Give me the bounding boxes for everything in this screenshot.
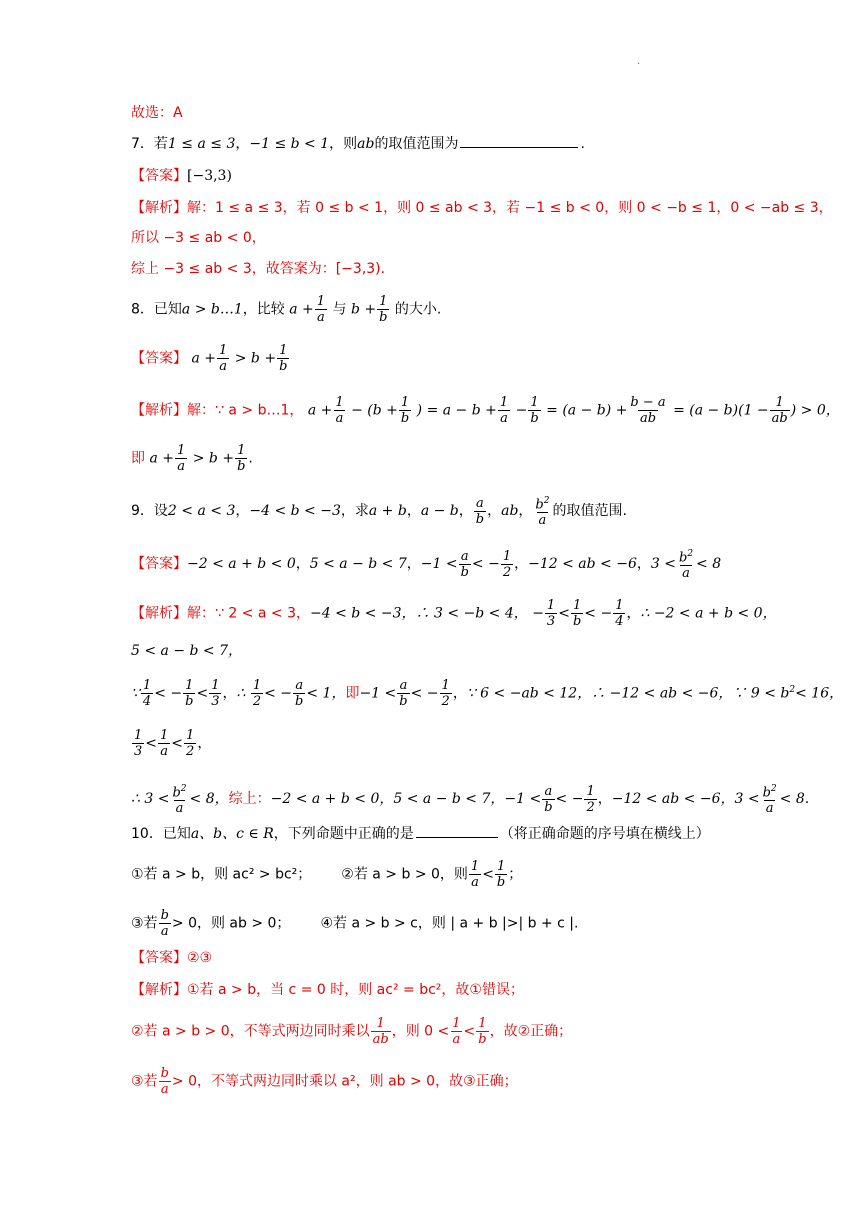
q10-analysis-3: ③若 $\frac{b}{a}$ > 0，不等式两边同时乘以 a²，则 ab > 0，故③正确； — [131, 1066, 518, 1097]
q8-stem: 8．已知a > b…1，比较 a + $\frac{1}{a}$ 与 b + $\frac{1}{b}$ 的大小. — [131, 294, 442, 325]
q7-stem: 7．若1 ≤ a ≤ 3，−1 ≤ b < 1，则ab的取值范围为 . — [131, 133, 585, 155]
q7-analysis-1: 【解析】解：1 ≤ a ≤ 3，若 0 ≤ b < 1，则 0 ≤ ab < 3，若 −1 ≤ b < 0，则 0 < −b ≤ 1，0 < −ab ≤ 3， — [131, 200, 833, 216]
q7-analysis-2: 所以 −3 ≤ ab < 0， — [131, 230, 266, 246]
q7-answer: 【答案】[−3,3) — [131, 168, 232, 184]
q9-analysis-1: 【解析】解：∵ 2 < a < 3，−4 < b < −3，∴ 3 < −b < 4， − $\frac{1}{3}$ < $\frac{1}{b}$ < − $\frac{1}{4}$ ，∴ −2 < a + b < 0， — [131, 598, 777, 629]
q9-stem: 9．设2 < a < 3，−4 < b < −3，求a + b，a − b， $\frac{a}{b}$ ，ab， $\frac{b^2}{a}$ 的取值范围. — [131, 495, 627, 529]
q10-analysis-2: ②若 a > b > 0，不等式两边同时乘以 $\frac{1}{ab}$ ，则 0 < $\frac{1}{a}$ < $\frac{1}{b}$ ，故②正确； — [131, 1016, 573, 1047]
q10-stem: 10．已知a、b、c ∈ R，下列命题中正确的是 （将正确命题的序号填在横线上） — [131, 823, 710, 845]
prev-answer: 故选：A — [131, 105, 183, 121]
q9-analysis-5: ∴ 3 < $\frac{b^2}{a}$ < 8，综上：−2 < a + b < 0，5 < a − b < 7，−1 < $\frac{a}{b}$ < − $\frac{1}{2}$ ，−12 < ab < −6，3 < $\frac{b^2}{a}$ < 8. — [131, 783, 810, 817]
q8-conclusion: 即 a + $\frac{1}{a}$ > b + $\frac{1}{b}$ . — [131, 443, 253, 474]
q7-blank — [460, 133, 578, 148]
q9-analysis-4: $\frac{1}{3}$ < $\frac{1}{a}$ < $\frac{1}{2}$ ， — [134, 728, 212, 759]
q8-analysis: 【解析】解：∵ a > b…1， a + $\frac{1}{a}$ − (b + $\frac{1}{b}$ ) = a − b + $\frac{1}{a}$ − $\frac{1}{b}$ = (a − b) + $\frac{b - a}{ab}$ = (a − b)(1 − $\frac{1}{ab}$ ) > 0， — [131, 395, 840, 426]
q10-answer: 【答案】②③ — [131, 950, 213, 966]
header-mark: . — [637, 56, 641, 67]
q10-options-2: ③若 $\frac{b}{a}$ > 0，则 ab > 0； ④若 a > b > c，则 | a + b |>| b + c |. — [131, 908, 579, 939]
frac-1-over-b: $\frac{1}{b}$ — [379, 294, 388, 325]
q9-analysis-2: 5 < a − b < 7， — [131, 643, 243, 659]
q9-analysis-3: ∵ $\frac{1}{4}$ < − $\frac{1}{b}$ < $\frac{1}{3}$ ，∴ $\frac{1}{2}$ < − $\frac{a}{b}$ < 1，即−1 < $\frac{a}{b}$ < − $\frac{1}{2}$ ，∵ 6 < −ab < 12，∴ −12 < ab < −6，∵ $9 < b^2< 16$， — [131, 678, 844, 709]
q9-answer: 【答案】−2 < a + b < 0，5 < a − b < 7，−1 < $\frac{a}{b}$ < − $\frac{1}{2}$ ，−12 < ab < −6，3 < $\frac{b^2}{a}$ < 8 — [131, 548, 722, 582]
q8-answer: 【答案】 a + $\frac{1}{a}$ > b + $\frac{1}{b}$ — [131, 343, 288, 374]
q10-options-1: ①若 a > b，则 ac² > bc²； ②若 a > b > 0，则 $\frac{1}{a}$ < $\frac{1}{b}$ ； — [131, 859, 523, 890]
q7-analysis-3: 综上 −3 ≤ ab < 3，故答案为：[−3,3). — [131, 261, 386, 277]
q10-analysis-1: 【解析】①若 a > b，当 c = 0 时，则 ac² = bc²，故①错误； — [131, 982, 524, 998]
frac-1-over-a: $\frac{1}{a}$ — [316, 294, 326, 325]
q10-blank — [416, 823, 498, 838]
